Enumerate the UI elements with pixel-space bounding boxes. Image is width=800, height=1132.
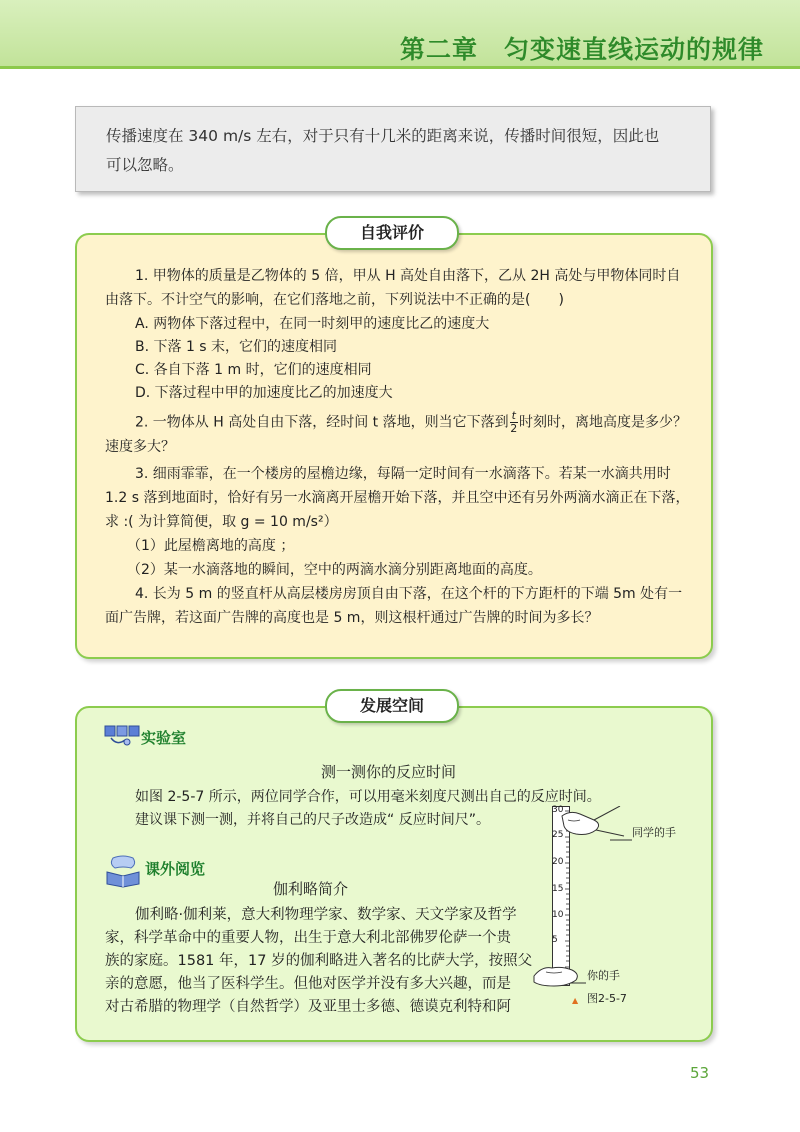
q1-option-c: C. 各自下落 1 m 时，它们的速度相同 bbox=[135, 362, 372, 378]
q2-fraction-numerator: t bbox=[511, 409, 516, 422]
q2-line1-post: 时刻时，离地高度是多少？ bbox=[518, 414, 687, 431]
q1-line1: 1. 甲物体的质量是乙物体的 5 倍，甲从 H 高处自由落下，乙从 2H 高处与甲物体同时自 bbox=[135, 268, 681, 284]
q3-line2: 1.2 s 落到地面时，恰好有另一水滴离开屋檐开始下落，并且空中还有另外两滴水滴正在下落， bbox=[105, 490, 690, 506]
chapter-title: 第二章 匀变速直线运动的规律 bbox=[399, 35, 764, 64]
ruler-tick-label: 30 bbox=[552, 805, 564, 815]
ruler-tick-label: 15 bbox=[552, 884, 564, 894]
q2-line1 bbox=[135, 410, 687, 435]
page-number: 53 bbox=[690, 1064, 710, 1082]
figure-caption: 图2-5-7 bbox=[587, 992, 627, 1005]
intro-line-2: 可以忽略。 bbox=[106, 156, 184, 174]
q3-sub1: （1）此屋檐离地的高度 ； bbox=[127, 538, 295, 554]
q2-fraction-denominator: 2 bbox=[510, 422, 518, 435]
reading-line-3: 族的家庭。1581 年，17 岁的伽利略进入著名的比萨大学，按照父 bbox=[105, 953, 533, 969]
self-evaluation-label: 自我评价 bbox=[325, 216, 459, 250]
reading-line-2: 家，科学革命中的重要人物，出生于意大利北部佛罗伦萨一个贵 bbox=[105, 930, 511, 946]
intro-box bbox=[75, 106, 711, 192]
q1-option-d: D. 下落过程中甲的加速度比乙的加速度大 bbox=[135, 385, 393, 401]
q4-line1: 4. 长为 5 m 的竖直杆从高层楼房房顶自由下落，在这个杆的下方距杆的下端 5m 处有一 bbox=[135, 586, 683, 602]
reading-line-5: 对古希腊的物理学（自然哲学）及亚里士多德、德谟克利特和阿 bbox=[105, 999, 511, 1015]
q2-line2: 速度多大？ bbox=[105, 439, 175, 455]
your-hand-pointer bbox=[570, 972, 586, 991]
chapter-header bbox=[0, 0, 800, 69]
lab-icon bbox=[103, 724, 141, 748]
development-label: 发展空间 bbox=[325, 689, 459, 723]
q3-sub2: （2）某一水滴落地的瞬间，空中的两滴水滴分别距离地面的高度。 bbox=[127, 562, 542, 578]
q2-line1-pre: 2. 一物体从 H 高处自由下落，经时间 t 落地，则当它下落到 bbox=[135, 414, 509, 431]
q4-line2: 面广告牌，若这面广告牌的高度也是 5 m，则这根杆通过广告牌的时间为多长？ bbox=[105, 610, 599, 626]
reading-heading: 课外阅览 bbox=[145, 860, 206, 878]
your-hand-label: 你的手 bbox=[587, 969, 620, 982]
lab-line1: 如图 2-5-7 所示，两位同学合作，可以用毫米刻度尺测出自己的反应时间。 bbox=[135, 789, 601, 805]
q1-line2: 由落下。不计空气的影响，在它们落地之前，下列说法中不正确的是( ) bbox=[105, 292, 564, 308]
reading-line-1: 伽利略·伽利莱，意大利物理学家、数学家、天文学家及哲学 bbox=[135, 907, 517, 923]
classmate-hand-label: 同学的手 bbox=[632, 826, 676, 839]
q1-option-a: A. 两物体下落过程中，在同一时刻甲的速度比乙的速度大 bbox=[135, 316, 490, 332]
q1-option-b: B. 下落 1 s 末，它们的速度相同 bbox=[135, 339, 338, 355]
classmate-hand-pointer bbox=[610, 829, 632, 848]
pointer-line-icon bbox=[610, 836, 632, 844]
ruler-tick-label: 10 bbox=[552, 910, 564, 920]
intro-text bbox=[106, 122, 684, 180]
lab-heading: 实验室 bbox=[141, 729, 187, 747]
lab-line2: 建议课下测一测，并将自己的尺子改造成“ 反应时间尺”。 bbox=[135, 812, 490, 828]
q3-line3: 求 :( 为计算简便，取 g = 10 m/s²） bbox=[105, 514, 338, 530]
pointer-line-icon bbox=[570, 979, 586, 987]
ruler-tick-label: 25 bbox=[552, 830, 564, 840]
self-evaluation-box bbox=[75, 233, 713, 659]
q2-fraction bbox=[510, 410, 518, 435]
ruler-tick-label: 20 bbox=[552, 857, 564, 867]
reading-line-4: 亲的意愿，他当了医科学生。但他对医学并没有多大兴趣，而是 bbox=[105, 976, 511, 992]
ruler-tick-label: 5 bbox=[552, 935, 558, 945]
intro-line-1: 传播速度在 340 m/s 左右，对于只有十几米的距离来说，传播时间很短，因此也 bbox=[106, 127, 660, 145]
lab-title: 测一测你的反应时间 bbox=[321, 763, 457, 781]
caption-triangle-icon: ▲ bbox=[572, 996, 579, 1005]
q3-line1: 3. 细雨霏霏，在一个楼房的屋檐边缘，每隔一定时间有一水滴落下。若某一水滴共用时 bbox=[135, 466, 671, 482]
book-reading-icon bbox=[103, 854, 143, 888]
reading-title: 伽利略简介 bbox=[273, 880, 349, 898]
